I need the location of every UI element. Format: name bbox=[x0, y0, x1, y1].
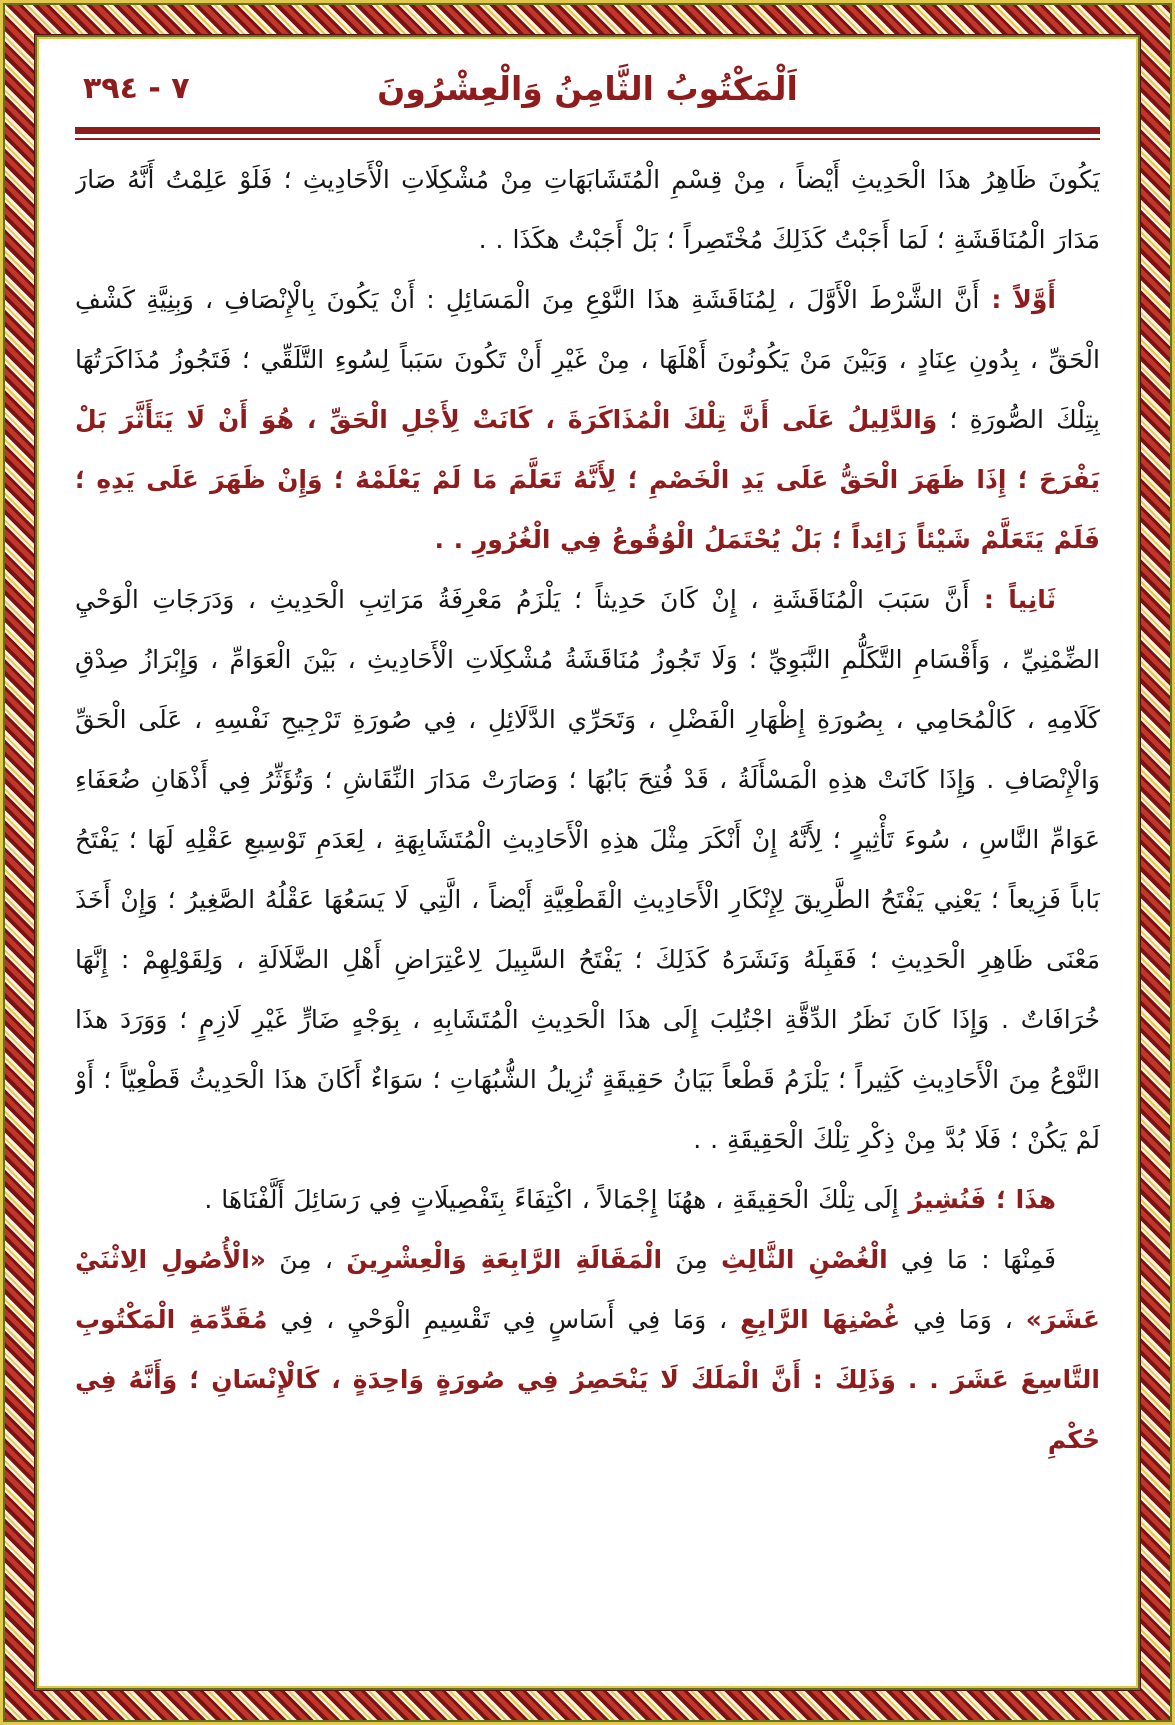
text-run-emphasis: مُقَدِّمَةِ الْمَكْتُوبِ التَّاسِعَ عَشَرَ . . وَذَلِكَ : أَنَّ الْمَلَكَ لَا يَنْحَصِرُ فِي صُورَةٍ وَاحِدَةٍ ، كَالْإِنْسَانِ ؛ وَأَنَّهُ فِي حُكْمِ bbox=[75, 1305, 1100, 1454]
text-run: ، وَمَا فِي أَسَاسٍ فِي تَقْسِيمِ الْوَحْيِ ، فِي bbox=[267, 1305, 741, 1334]
body-text bbox=[75, 150, 1100, 1686]
paragraph-continuation bbox=[75, 150, 1100, 270]
text-run-emphasis: هذَا ؛ فَنُشِيرُ bbox=[898, 1185, 1056, 1214]
page-sheet bbox=[39, 39, 1136, 1686]
divider-thin-rule bbox=[75, 138, 1100, 140]
text-run-emphasis: غُصْنِهَا الرَّابِعِ bbox=[740, 1305, 901, 1334]
divider-thick-rule bbox=[75, 127, 1100, 134]
paragraph-references bbox=[75, 1230, 1100, 1470]
text-run: ، مِنَ bbox=[265, 1245, 347, 1274]
text-run: أَنَّ الشَّرْطَ الْأَوَّلَ ، لِمُنَاقَشَةِ هذَا النَّوْعِ مِنَ الْمَسَائِلِ : أَنْ يَكُونَ بِالْإِنْصَافِ ، وَبِنِيَّةِ كَشْفِ الْحَقِّ ، بِدُونِ عِنَادٍ ، وَبَيْنَ مَنْ يَكُونُونَ أَهْلَهَا ، مِنْ غَيْرِ أَنْ تَكُونَ سَبَباً لِسُوءِ التَّلَقِّي ؛ فَتَجُوزُ مُذَاكَرَتُهَا بِتِلْكَ الصُّورَةِ ؛ bbox=[75, 285, 1100, 434]
paragraph-first-point bbox=[75, 270, 1100, 570]
text-run: فَمِنْهَا : مَا فِي bbox=[887, 1245, 1056, 1274]
text-run-emphasis: الْمَقَالَةِ الرَّابِعَةِ وَالْعِشْرِينَ bbox=[346, 1245, 663, 1274]
text-run: ، وَمَا فِي bbox=[900, 1305, 1026, 1334]
text-run-emphasis: أَوَّلاً : bbox=[979, 285, 1056, 314]
text-run-emphasis: ثَانِياً : bbox=[969, 585, 1056, 614]
text-run: يَكُونَ ظَاهِرُ هذَا الْحَدِيثِ أَيْضاً ، مِنْ قِسْمِ الْمُتَشَابَهَاتِ مِنْ مُشْكِلَاتِ الْأَحَادِيثِ ؛ فَلَوْ عَلِمْتُ أَنَّهُ صَارَ مَدَارَ الْمُنَاقَشَةِ ؛ لَمَا أَجَبْتُ كَذَلِكَ مُخْتَصِراً ؛ بَلْ أَجَبْتُ هكَذَا . . bbox=[75, 165, 1100, 254]
text-run: إِلَى تِلْكَ الْحَقِيقَةِ ، ههُنَا إِجْمَالاً ، اكْتِفَاءً بِتَفْصِيلَاتٍ فِي رَسَائِلَ أَلَّفْنَاهَا . bbox=[204, 1185, 899, 1214]
text-run-emphasis: «الْأُصُولِ الِاثْنَيْ عَشَرَ» bbox=[75, 1245, 1100, 1334]
header-divider bbox=[75, 127, 1100, 140]
paragraph-second-point bbox=[75, 570, 1100, 1170]
text-run-emphasis: الْغُصْنِ الثَّالِثِ bbox=[721, 1245, 888, 1274]
page-number: ٧ - ٣٩٤ bbox=[83, 71, 190, 106]
text-run-emphasis: وَالدَّلِيلُ عَلَى أَنَّ تِلْكَ الْمُذَاكَرَةَ ، كَانَتْ لِأَجْلِ الْحَقِّ ، هُوَ أَنْ لَا يَتَأَثَّرَ بَلْ يَفْرَحَ ؛ إِذَا ظَهَرَ الْحَقُّ عَلَى يَدِ الْخَصْمِ ؛ لِأَنَّهُ تَعَلَّمَ مَا لَمْ يَعْلَمْهُ ؛ وَإِنْ ظَهَرَ عَلَى يَدِهِ ؛ فَلَمْ يَتَعَلَّمْ شَيْئاً زَائِداً ؛ بَلْ يُحْتَمَلُ الْوُقُوعُ فِي الْغُرُورِ . . bbox=[75, 405, 1100, 554]
paragraph-transition bbox=[75, 1170, 1100, 1230]
text-run: أَنَّ سَبَبَ الْمُنَاقَشَةِ ، إِنْ كَانَ حَدِيثاً ؛ يَلْزَمُ مَعْرِفَةُ مَرَاتِبِ الْحَدِيثِ ، وَدَرَجَاتِ الْوَحْيِ الضِّمْنِيِّ ، وَأَقْسَامِ التَّكَلُّمِ النَّبَوِيِّ ؛ وَلَا تَجُوزُ مُنَاقَشَةُ مُشْكِلَاتِ الْأَحَادِيثِ ، بَيْنَ الْعَوَامِّ ، وَإِبْرَازُ صِدْقِ كَلَامِهِ ، كَالْمُحَامِي ، بِصُورَةِ إِظْهَارِ الْفَضْلِ ، وَتَحَرِّي الدَّلَائِلِ ، فِي صُورَةِ تَرْجِيحِ نَفْسِهِ ، عَلَى الْحَقِّ وَالْإِنْصَافِ . وَإِذَا كَانَتْ هذِهِ الْمَسْأَلَةُ ، قَدْ فُتِحَ بَابُهَا ؛ وَصَارَتْ مَدَارَ النِّقَاشِ ؛ وَتُؤَثِّرُ فِي أَذْهَانِ ضُعَفَاءِ عَوَامِّ النَّاسِ ، سُوءَ تَأْثِيرٍ ؛ لِأَنَّهُ إِنْ أَنْكَرَ مِثْلَ هذِهِ الْأَحَادِيثِ الْمُتَشَابِهَةِ ، لِعَدَمِ تَوْسِيعِ عَقْلِهِ لَهَا ؛ يَفْتَحُ بَاباً فَزِيعاً ؛ يَعْنِي يَفْتَحُ الطَّرِيقَ لِإِنْكَارِ الْأَحَادِيثِ الْقَطْعِيَّةِ أَيْضاً ، الَّتِي لَا يَسَعُهَا عَقْلُهُ الصَّغِيرُ ؛ وَإِنْ أَخَذَ مَعْنَى ظَاهِرِ الْحَدِيثِ ؛ فَقَبِلَهُ وَنَشَرَهُ كَذَلِكَ ؛ يَفْتَحُ السَّبِيلَ لِاعْتِرَاضِ أَهْلِ الضَّلَالَةِ ، وَلِقَوْلِهِمْ : إِنَّهَا خُرَافَاتٌ . وَإِذَا كَانَ نَظَرُ الدِّقَّةِ اجْتُلِبَ إِلَى هذَا الْحَدِيثِ الْمُتَشَابِهِ ، بِوَجْهٍ ضَارٍّ غَيْرِ لَازِمٍ ؛ وَوَرَدَ هذَا النَّوْعُ مِنَ الْأَحَادِيثِ كَثِيراً ؛ يَلْزَمُ قَطْعاً بَيَانُ حَقِيقَةٍ تُزِيلُ الشُّبُهَاتِ ؛ سَوَاءٌ أَكَانَ هذَا الْحَدِيثُ قَطْعِيّاً ؛ أَوْ لَمْ يَكُنْ ؛ فَلَا بُدَّ مِنْ ذِكْرِ تِلْكَ الْحَقِيقَةِ . . bbox=[75, 585, 1100, 1154]
text-run: مِنَ bbox=[662, 1245, 722, 1274]
page-title: اَلْمَكْتُوبُ الثَّامِنُ وَالْعِشْرُونَ bbox=[377, 69, 798, 108]
page-header bbox=[75, 49, 1100, 121]
